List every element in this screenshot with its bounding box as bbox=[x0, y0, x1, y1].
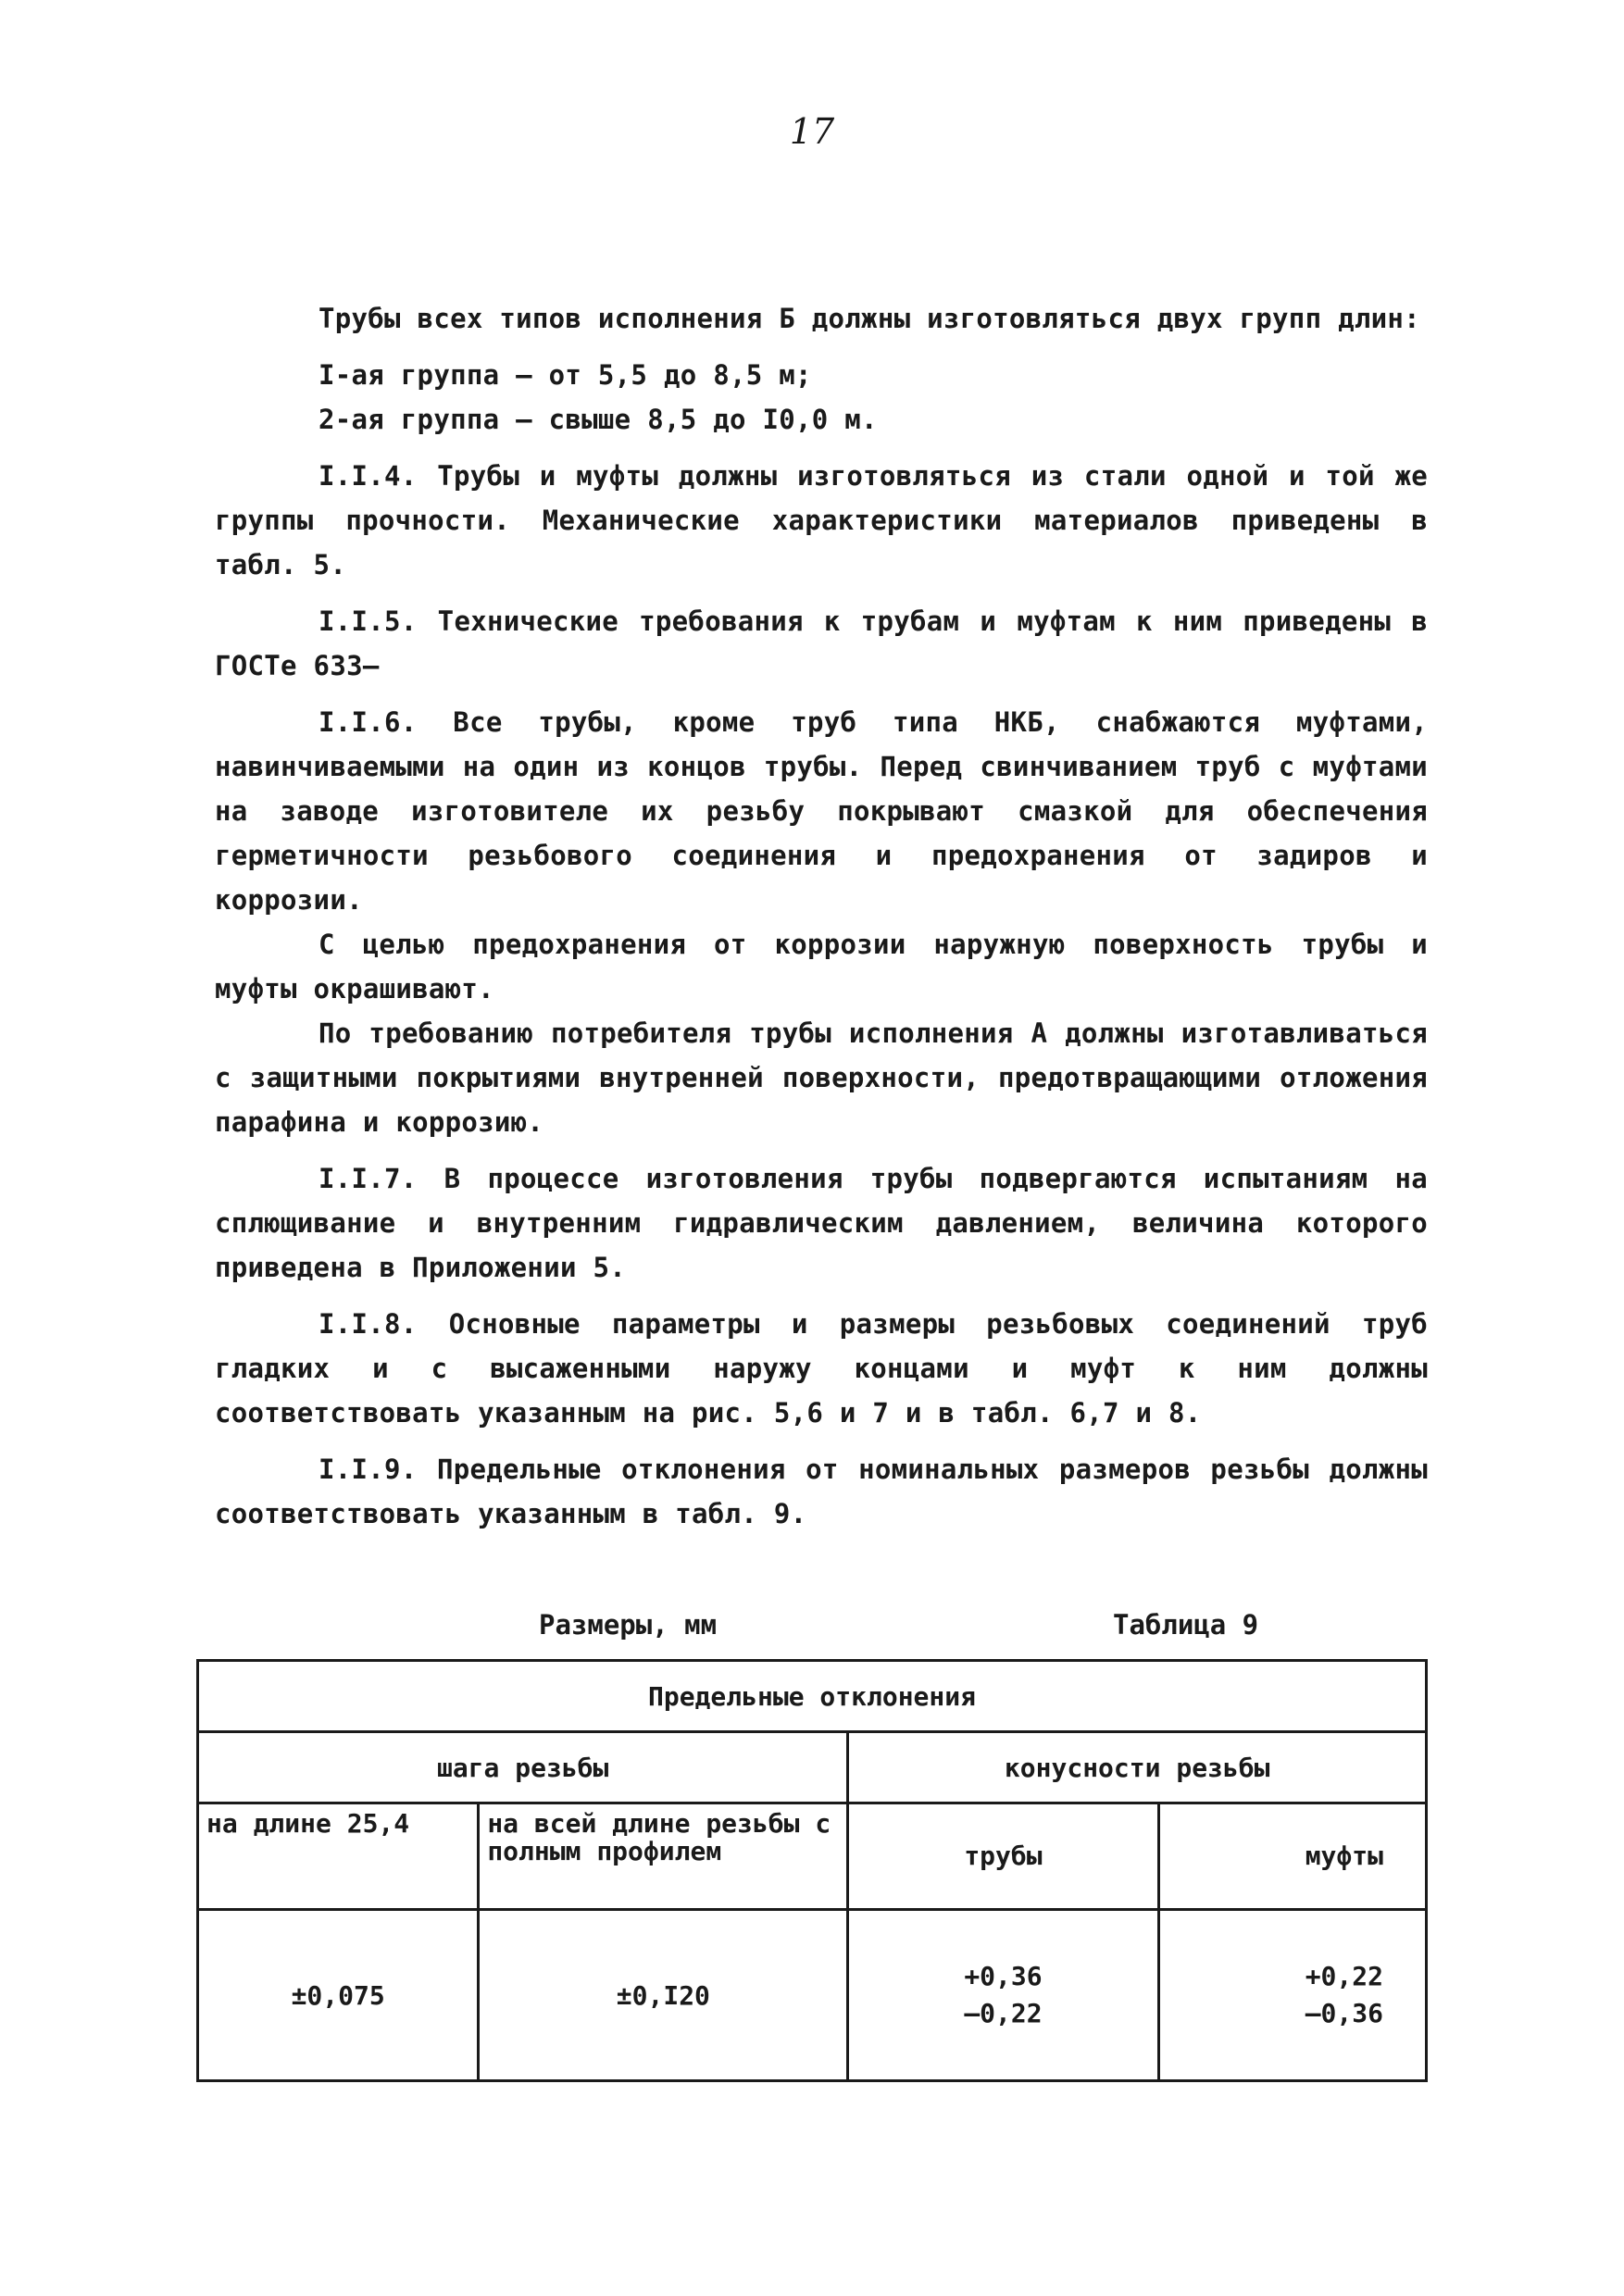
paragraph-corrosion-paint: С целью предохранения от коррозии наружную поверхность трубы и муфты окрашивают. bbox=[215, 929, 1428, 1004]
paragraph-protective-coating: По требованию потребителя трубы исполнения А должны изготавливаться с защитными покрытиями внутренней поверхности, предотвращающими отложения парафина и коррозию. bbox=[215, 1017, 1428, 1138]
subheader-full-length: на всей длине резьбы с полным профилем bbox=[479, 1803, 848, 1910]
paragraph-pipe-length-groups: Трубы всех типов исполнения Б должны изготовляться двух групп длин: bbox=[319, 303, 1420, 334]
value-coupling-taper-minus: –0,36 bbox=[1305, 1998, 1383, 2028]
value-pipe-taper bbox=[848, 1910, 1158, 2081]
table-row bbox=[198, 1910, 1427, 2081]
subheader-coupling: муфты bbox=[1158, 1803, 1426, 1910]
paragraph-1-1-8: I.I.8. Основные параметры и размеры резьбовых соединений труб гладких и с высаженными наружу концами и муфт к ним должны соответствовать указанным на рис. 5,6 и 7 и в табл. 6,7 и 8. bbox=[215, 1308, 1428, 1429]
value-pipe-taper-plus: +0,36 bbox=[964, 1961, 1043, 1991]
subheader-pipe: трубы bbox=[848, 1803, 1158, 1910]
paragraph-1-1-7: I.I.7. В процессе изготовления трубы подвергаются испытаниям на сплющивание и внутренним гидравлическим давлением, величина которого приведена в Приложении 5. bbox=[215, 1163, 1428, 1283]
paragraph-1-1-9: I.I.9. Предельные отклонения от номинальных размеров резьбы должны соответствовать указанным в табл. 9. bbox=[215, 1454, 1428, 1529]
value-length-25-4: ±0,075 bbox=[198, 1910, 479, 2081]
paragraph-1-1-4: I.I.4. Трубы и муфты должны изготовляться из стали одной и той же группы прочности. Механические характеристики материалов приведены в табл. 5. bbox=[215, 460, 1428, 580]
list-item-group-2: 2-ая группа – свыше 8,5 до I0,0 м. bbox=[319, 404, 878, 435]
table-captions bbox=[196, 1609, 1428, 1646]
table-number-caption: Таблица 9 bbox=[1113, 1609, 1259, 1641]
subheader-length-25-4: на длине 25,4 bbox=[198, 1803, 479, 1910]
tolerance-table bbox=[196, 1659, 1428, 2082]
body-text bbox=[215, 296, 1428, 1548]
header-limit-deviations: Предельные отклонения bbox=[198, 1661, 1427, 1732]
page-number: 17 bbox=[789, 111, 835, 152]
value-coupling-taper-plus: +0,22 bbox=[1305, 1961, 1383, 1991]
paragraph-1-1-5: I.I.5. Технические требования к трубам и муфтам к ним приведены в ГОСТе 633– bbox=[215, 605, 1428, 681]
paragraph-1-1-6: I.I.6. Все трубы, кроме труб типа НКБ, снабжаются муфтами, навинчиваемыми на один из концов трубы. Перед свинчиванием труб с муфтами на заводе изготовителе их резьбу покрывают смазкой для обеспечения герметичности резьбового соединения и предохранения от задиров и коррозии. bbox=[215, 706, 1428, 916]
value-full-length: ±0,I20 bbox=[479, 1910, 848, 2081]
units-caption: Размеры, мм bbox=[539, 1609, 718, 1641]
list-item-group-1: I-ая группа – от 5,5 до 8,5 м; bbox=[319, 359, 812, 391]
value-pipe-taper-minus: –0,22 bbox=[964, 1998, 1043, 2028]
table-subheader-row bbox=[198, 1803, 1427, 1910]
table-header-row bbox=[198, 1661, 1427, 1732]
header-thread-taper: конусности резьбы bbox=[848, 1732, 1427, 1803]
value-coupling-taper bbox=[1158, 1910, 1426, 2081]
table-group-row bbox=[198, 1732, 1427, 1803]
header-thread-pitch: шага резьбы bbox=[198, 1732, 848, 1803]
